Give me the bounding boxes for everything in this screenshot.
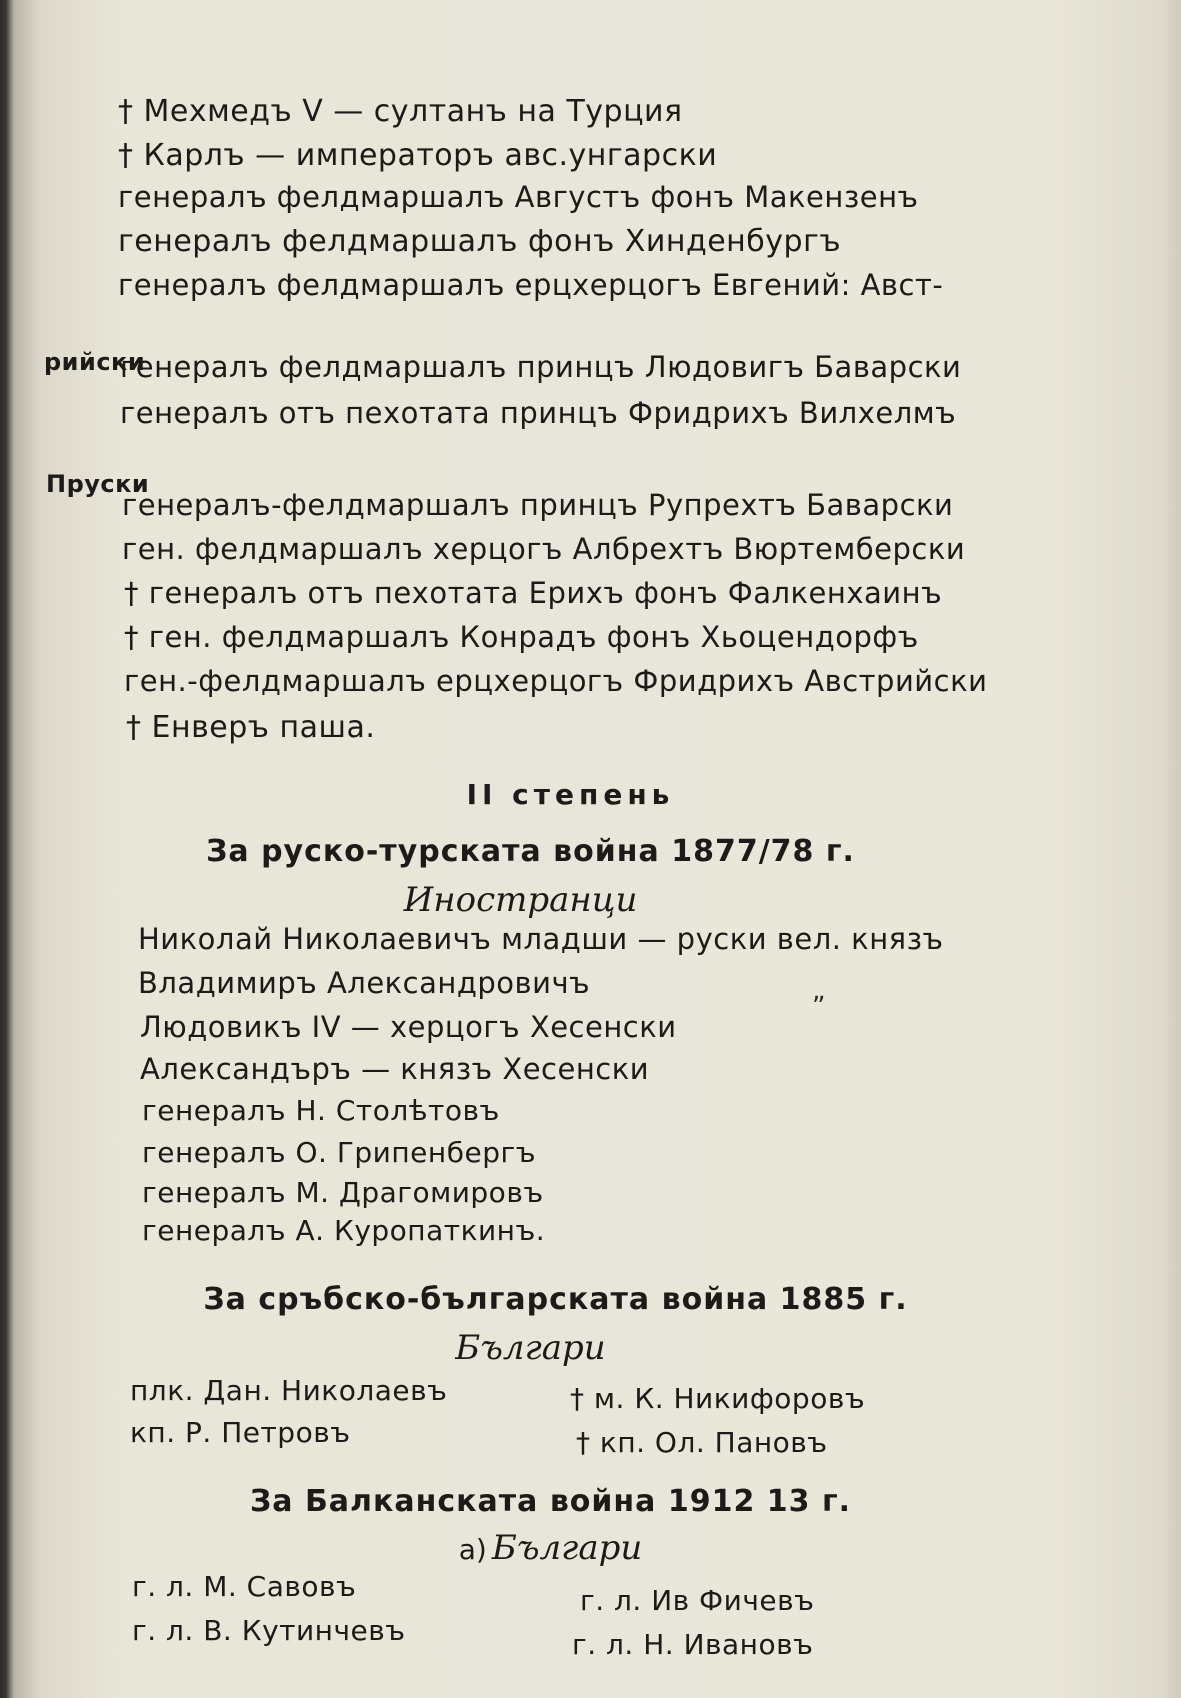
section-subheading-row [0, 1528, 1141, 1568]
section-heading: За руско-турската война 1877/78 г. [206, 834, 855, 869]
left-column-line: плк. Дан. Николаевъ [130, 1374, 448, 1407]
list-line: † Карлъ — императоръ авс.унгарски [118, 138, 718, 173]
section-heading: За Балканската война 1912 13 г. [249, 1484, 852, 1519]
list-line-continuation: Пруски [46, 470, 150, 498]
list-line: генералъ О. Грипенбергъ [142, 1136, 536, 1169]
list-line: генералъ фелдмаршалъ ерцхерцогъ Евгений: Авст- [118, 268, 944, 302]
list-line: Людовикъ IV — херцогъ Хесенски [140, 1010, 677, 1044]
ditto-mark: „ [812, 976, 826, 1006]
section-subheading: Българи [491, 1528, 643, 1568]
right-column-line: † кп. Ол. Пановъ [576, 1426, 828, 1459]
list-line: генералъ-фелдмаршалъ принцъ Рупрехтъ Баварски [122, 488, 954, 522]
list-line: генералъ отъ пехотата принцъ Фридрихъ Вилхелмъ [120, 396, 957, 430]
section-subheading: Българи [455, 1328, 606, 1368]
list-line: генералъ А. Куропаткинъ. [142, 1214, 546, 1247]
list-line: † ген. фелдмаршалъ Конрадъ фонъ Хьоцендорфъ [124, 620, 919, 654]
list-line: Александъръ — князъ Хесенски [140, 1052, 650, 1086]
subheading-prefix: а) [458, 1533, 487, 1566]
list-line: Владимиръ Александровичъ [138, 966, 591, 1000]
list-line: генералъ М. Драгомировъ [142, 1176, 544, 1209]
section-subheading: Иностранци [403, 880, 638, 920]
list-line: ген. фелдмаршалъ херцогъ Албрехтъ Вюртемберски [122, 532, 966, 566]
left-column-line: г. л. В. Кутинчевъ [132, 1614, 406, 1647]
list-line: генералъ фелдмаршалъ принцъ Людовигъ Баварски [120, 350, 962, 384]
right-column-line: г. л. Н. Ивановъ [572, 1628, 814, 1661]
degree-heading: II степень [466, 778, 675, 811]
list-line: генералъ фелдмаршалъ Августъ фонъ Макензенъ [118, 180, 919, 214]
right-column-line: г. л. Ив Фичевъ [580, 1584, 815, 1617]
section-heading: За сръбско-българската война 1885 г. [203, 1282, 908, 1317]
list-line: генералъ фелдмаршалъ фонъ Хинденбургъ [118, 224, 842, 259]
list-line-continuation: рийски [44, 348, 146, 376]
left-column-line: кп. Р. Петровъ [130, 1416, 351, 1449]
list-line: Николай Николаевичъ младши — руски вел. князъ [138, 922, 944, 956]
list-line: † Мехмедъ V — султанъ на Турция [118, 94, 683, 129]
list-line: генералъ Н. Столѣтовъ [142, 1094, 500, 1127]
list-line: † Енверъ паша. [126, 710, 376, 745]
list-line: ген.-фелдмаршалъ ерцхерцогъ Фридрихъ Австрийски [124, 664, 988, 698]
right-column-line: † м. К. Никифоровъ [570, 1382, 866, 1415]
list-line: † генералъ отъ пехотата Ерихъ фонъ Фалкенхаинъ [124, 576, 943, 610]
left-column-line: г. л. М. Савовъ [132, 1570, 357, 1603]
